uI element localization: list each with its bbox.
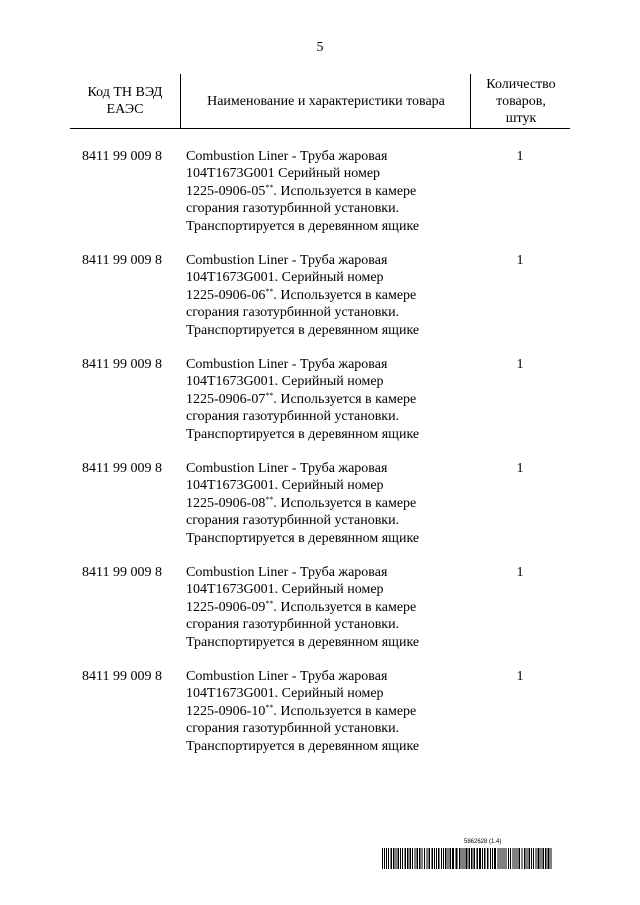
desc-line: 104T1673G001. Серийный номер: [186, 374, 384, 390]
table-row: [70, 564, 570, 664]
barcode-bar: [436, 848, 437, 869]
barcode-bar: [490, 848, 491, 869]
barcode-bar: [515, 848, 516, 869]
desc-line-serial: [186, 391, 486, 408]
desc-line: сгорания газотурбинной установки.: [186, 305, 400, 321]
header-qty-line1: Количество: [486, 76, 556, 92]
barcode-bar: [443, 848, 444, 869]
barcode-bar: [494, 848, 496, 869]
barcode-bar: [506, 848, 507, 869]
desc-line: 104T1673G001. Серийный номер: [186, 478, 384, 494]
row-code: 8411 99 009 8: [82, 357, 162, 372]
barcode-bar: [452, 848, 454, 869]
barcode-bar: [531, 848, 532, 869]
footnote-mark: **: [265, 182, 274, 192]
desc-line-serial: [186, 703, 486, 720]
desc-line: Транспортируется в деревянном ящике: [186, 218, 420, 234]
desc-line: 104T1673G001. Серийный номер: [186, 686, 384, 702]
barcode-bar: [432, 848, 434, 869]
barcode-bar: [492, 848, 493, 869]
barcode-bar: [522, 848, 523, 869]
desc-line-tail: . Используется в камере: [273, 495, 417, 511]
barcode-bar: [479, 848, 481, 869]
barcode-bar: [519, 848, 521, 869]
barcode-bar: [464, 848, 465, 869]
barcode-bar: [422, 848, 423, 869]
desc-line: Combustion Liner - Труба жаровая: [186, 461, 388, 476]
row-description: [186, 356, 486, 443]
serial-number: 1225-0906-08: [186, 495, 266, 511]
desc-line: сгорания газотурбинной установки.: [186, 201, 400, 217]
barcode-bar: [391, 848, 393, 869]
barcode-bar: [412, 848, 413, 869]
row-quantity: 1: [516, 461, 524, 476]
desc-line-tail: . Используется в камере: [273, 183, 417, 199]
row-quantity: 1: [516, 669, 524, 684]
serial-number: 1225-0906-05: [186, 183, 266, 199]
footnote-mark: **: [265, 598, 274, 608]
barcode-bar: [459, 848, 461, 869]
row-description: [186, 460, 486, 547]
desc-line: сгорания газотурбинной установки.: [186, 513, 400, 529]
barcode-bar: [474, 848, 476, 869]
barcode-bar: [393, 848, 395, 869]
table-row: [70, 668, 570, 768]
header-qty-line3: штук: [505, 110, 537, 126]
barcode-bar: [500, 848, 501, 869]
desc-line: Транспортируется в деревянном ящике: [186, 426, 420, 442]
header-code-column: [70, 74, 180, 128]
barcode-bar: [384, 848, 385, 869]
barcode-bar: [388, 848, 389, 869]
barcode-bar: [498, 848, 499, 869]
desc-line-tail: . Используется в камере: [273, 391, 417, 407]
desc-line-serial: [186, 495, 486, 512]
desc-line-serial: [186, 599, 486, 616]
barcode-bar: [513, 848, 514, 869]
barcode-bar: [482, 848, 483, 869]
barcode-bar: [529, 848, 531, 869]
barcode-bar: [396, 848, 397, 869]
barcode-bar: [417, 848, 419, 869]
serial-number: 1225-0906-09: [186, 599, 266, 615]
row-code: 8411 99 009 8: [82, 253, 162, 268]
barcode-bar: [541, 848, 542, 869]
serial-number: 1225-0906-06: [186, 287, 266, 303]
desc-line: Транспортируется в деревянном ящике: [186, 634, 420, 650]
barcode-bar: [410, 848, 412, 869]
barcode-bar: [484, 848, 486, 869]
desc-line: сгорания газотурбинной установки.: [186, 721, 400, 737]
barcode-bar: [448, 848, 449, 869]
barcode-bar: [429, 848, 431, 869]
desc-line: сгорания газотурбинной установки.: [186, 617, 400, 633]
barcode-bar: [477, 848, 479, 869]
desc-line: Combustion Liner - Труба жаровая: [186, 253, 388, 268]
footnote-mark: **: [265, 702, 274, 712]
table-row: [70, 460, 570, 560]
barcode-bar: [438, 848, 440, 869]
header-quantity-column: [470, 74, 571, 128]
footnote-mark: **: [265, 390, 274, 400]
desc-line-tail: . Используется в камере: [273, 703, 417, 719]
desc-line: Combustion Liner - Труба жаровая: [186, 565, 388, 580]
serial-number: 1225-0906-10: [186, 703, 266, 719]
desc-line: 104T1673G001. Серийный номер: [186, 582, 384, 598]
desc-line: Combustion Liner - Труба жаровая: [186, 357, 388, 372]
row-description: [186, 252, 486, 339]
barcode-bar: [407, 848, 409, 869]
barcode-bar: [471, 848, 473, 869]
barcode-bar: [504, 848, 505, 869]
row-code: 8411 99 009 8: [82, 669, 162, 684]
barcode-bar: [538, 848, 540, 869]
page-number: 5: [316, 40, 324, 55]
barcode-bar: [551, 848, 552, 869]
desc-line: Combustion Liner - Труба жаровая: [186, 669, 388, 684]
barcode-bar: [398, 848, 400, 869]
desc-line-tail: . Используется в камере: [273, 599, 417, 615]
barcode-bar: [543, 848, 545, 869]
header-code-line2: ЕАЭС: [106, 102, 144, 117]
header-code-line1: Код ТН ВЭД: [87, 85, 163, 100]
barcode-bar: [536, 848, 537, 869]
barcode-bar: [502, 848, 503, 869]
desc-line: Транспортируется в деревянном ящике: [186, 738, 420, 754]
barcode: [382, 848, 552, 869]
barcode-bar: [548, 848, 550, 869]
barcode-bar: [469, 848, 471, 869]
desc-line-serial: [186, 287, 486, 304]
barcode-bar: [400, 848, 401, 869]
barcode-bar: [527, 848, 528, 869]
desc-line: Транспортируется в деревянном ящике: [186, 530, 420, 546]
barcode-bar: [524, 848, 526, 869]
desc-line: сгорания газотурбинной установки.: [186, 409, 400, 425]
barcode-bar: [517, 848, 518, 869]
row-quantity: 1: [516, 357, 524, 372]
serial-number: 1225-0906-07: [186, 391, 266, 407]
row-code: 8411 99 009 8: [82, 149, 162, 164]
table-row: [70, 356, 570, 456]
desc-line-tail: . Используется в камере: [273, 287, 417, 303]
desc-line: 104T1673G001 Серийный номер: [186, 166, 381, 182]
barcode-bar: [441, 848, 442, 869]
barcode-label: 5862628 (1.4): [464, 839, 502, 845]
barcode-bar: [402, 848, 403, 869]
row-code: 8411 99 009 8: [82, 565, 162, 580]
barcode-bar: [427, 848, 428, 869]
barcode-bar: [508, 848, 509, 869]
row-code: 8411 99 009 8: [82, 461, 162, 476]
row-quantity: 1: [516, 565, 524, 580]
desc-line-serial: [186, 183, 486, 200]
row-description: [186, 564, 486, 651]
desc-line: 104T1673G001. Серийный номер: [186, 270, 384, 286]
barcode-bar: [405, 848, 407, 869]
footnote-mark: **: [265, 494, 274, 504]
barcode-bar: [462, 848, 463, 869]
barcode-bar: [419, 848, 421, 869]
barcode-bar: [424, 848, 425, 869]
barcode-bar: [434, 848, 435, 869]
row-description: [186, 668, 486, 755]
row-quantity: 1: [516, 253, 524, 268]
barcode-bar: [466, 848, 468, 869]
footnote-mark: **: [265, 286, 274, 296]
barcode-bar: [382, 848, 383, 869]
table-row: [70, 148, 570, 248]
barcode-bar: [386, 848, 387, 869]
desc-line: Транспортируется в деревянном ящике: [186, 322, 420, 338]
barcode-bar: [415, 848, 416, 869]
row-quantity: 1: [516, 149, 524, 164]
barcode-bar: [487, 848, 489, 869]
table-row: [70, 252, 570, 352]
barcode-bar: [450, 848, 452, 869]
desc-line: Combustion Liner - Труба жаровая: [186, 149, 388, 164]
header-name-column: [180, 74, 471, 128]
table-header: [70, 74, 570, 129]
header-name-label: Наименование и характеристики товара: [207, 93, 445, 109]
barcode-bar: [445, 848, 447, 869]
barcode-bar: [545, 848, 547, 869]
header-qty-line2: товаров,: [496, 93, 546, 109]
barcode-bar: [456, 848, 458, 869]
barcode-bar: [510, 848, 511, 869]
row-description: [186, 148, 486, 235]
barcode-bar: [533, 848, 534, 869]
